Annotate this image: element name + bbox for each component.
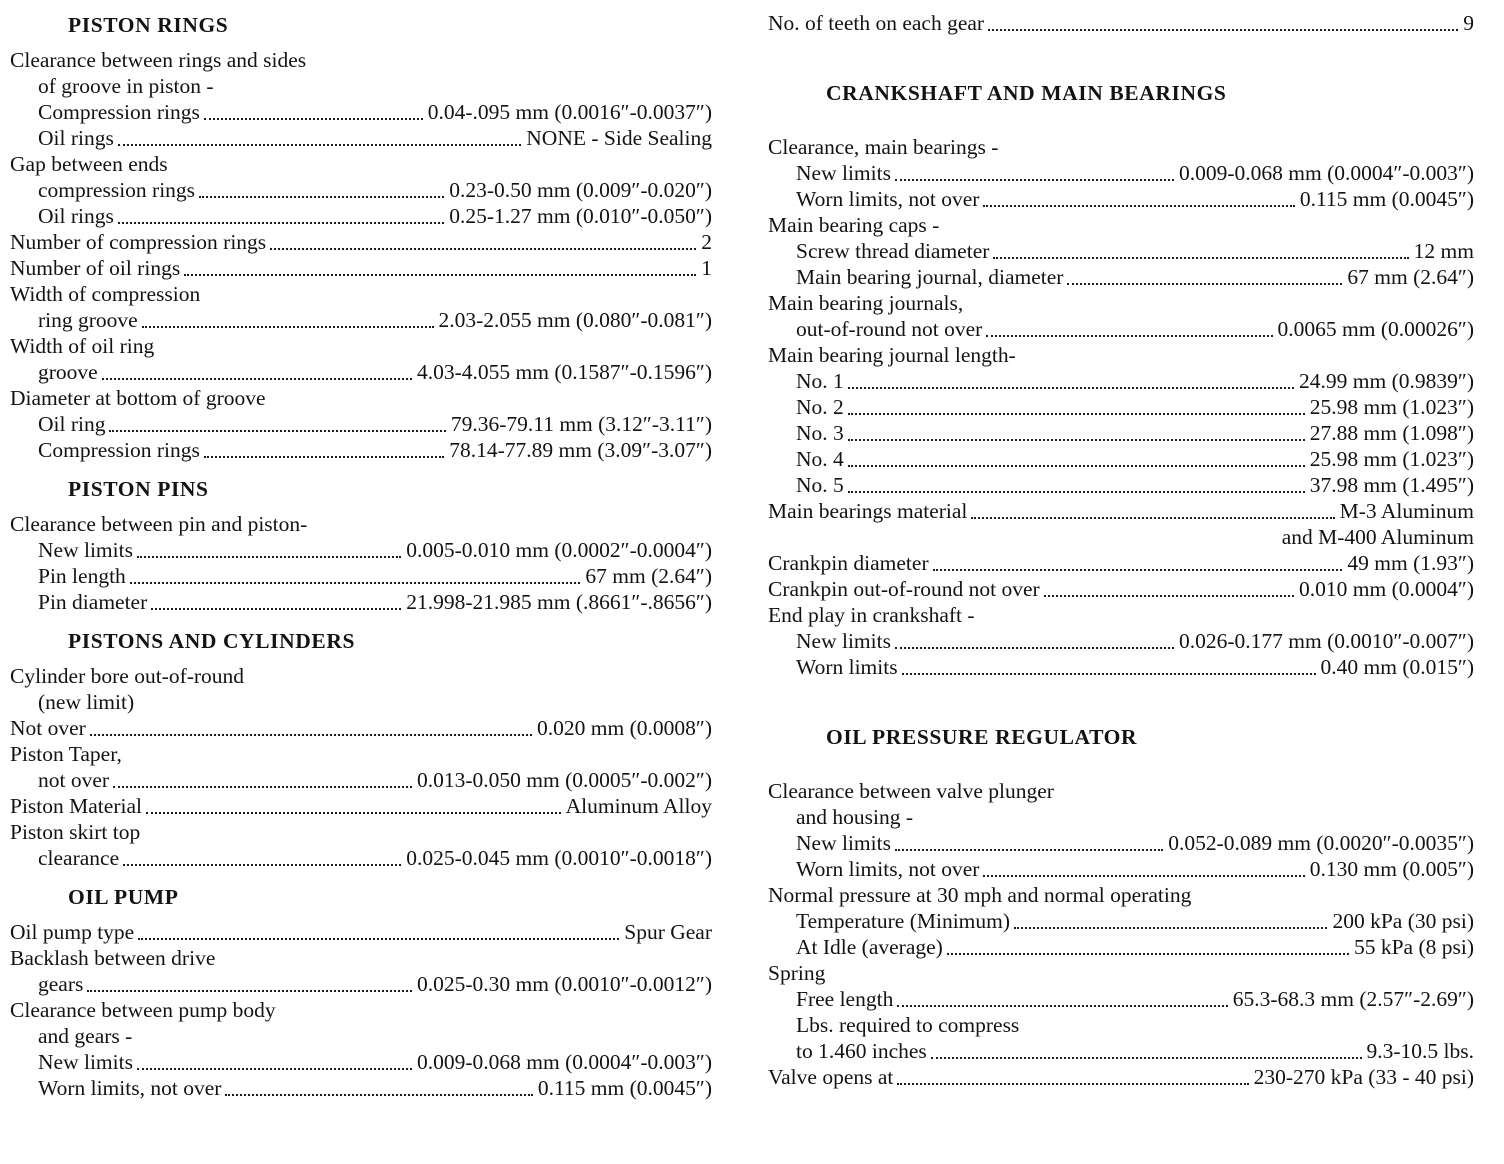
spec-label: of groove in piston -: [38, 74, 214, 98]
dot-leader: [895, 647, 1174, 649]
spec-label: Main bearing journal, diameter: [796, 265, 1064, 289]
spec-value: 49 mm (1.93″): [1347, 551, 1474, 575]
spec-label: (new limit): [38, 690, 135, 714]
spec-line: [768, 960, 1474, 986]
spec-line: [768, 394, 1474, 420]
spec-line: [768, 446, 1474, 472]
spec-label: Pin length: [38, 564, 126, 588]
dot-leader: [118, 222, 444, 224]
spec-line: [10, 589, 712, 615]
spec-line: [768, 290, 1474, 316]
spec-value: 0.009-0.068 mm (0.0004″-0.003″): [417, 1050, 712, 1074]
spec-value: 4.03-4.055 mm (0.1587″-0.1596″): [417, 360, 712, 384]
spec-line: [768, 986, 1474, 1012]
dot-leader: [130, 582, 581, 584]
dot-leader: [137, 1068, 412, 1070]
spec-line: [10, 793, 712, 819]
spec-line: [768, 804, 1474, 830]
dot-leader: [983, 205, 1294, 207]
dot-leader: [986, 335, 1272, 337]
spec-label: ring groove: [38, 308, 138, 332]
spec-line: [768, 602, 1474, 628]
spec-value: 0.40 mm (0.015″): [1320, 655, 1474, 679]
spec-line: [10, 99, 712, 125]
spec-label: No. 3: [796, 421, 844, 445]
spec-label: Crankpin diameter: [768, 551, 929, 575]
spec-value: 0.005-0.010 mm (0.0002″-0.0004″): [406, 538, 712, 562]
spec-value: 9.3-10.5 lbs.: [1366, 1039, 1474, 1063]
spec-label: and housing -: [796, 805, 914, 829]
spec-line: [10, 919, 712, 945]
spec-label: Main bearing journals,: [768, 291, 964, 315]
spec-value: 200 kPa (30 psi): [1332, 909, 1474, 933]
spec-value: 0.020 mm (0.0008″): [537, 716, 712, 740]
spec-line: [10, 945, 712, 971]
spec-line: [10, 563, 712, 589]
spec-label: No. of teeth on each gear: [768, 11, 985, 35]
spec-line: [10, 1075, 712, 1101]
spec-value: 0.013-0.050 mm (0.0005″-0.002″): [417, 768, 712, 792]
spec-line: [768, 934, 1474, 960]
spec-line: [768, 316, 1474, 342]
spec-label: Gap between ends: [10, 152, 168, 176]
dot-leader: [1014, 927, 1327, 929]
spec-line: [768, 498, 1474, 524]
spec-line: [10, 715, 712, 741]
spec-label: Number of compression rings: [10, 230, 267, 254]
spec-line: [768, 856, 1474, 882]
spec-label: New limits: [796, 161, 891, 185]
spec-section: [10, 884, 712, 1101]
dot-leader: [988, 29, 1458, 31]
spec-value: 0.130 mm (0.005″): [1309, 857, 1474, 881]
spec-line: [10, 997, 712, 1023]
spec-value: 0.026-0.177 mm (0.0010″-0.007″): [1179, 629, 1474, 653]
spec-value: M-3 Aluminum: [1339, 499, 1474, 523]
spec-line: [768, 550, 1474, 576]
spec-value: 27.88 mm (1.098″): [1309, 421, 1474, 445]
spec-label: Valve opens at: [768, 1065, 894, 1089]
spec-line: [10, 307, 712, 333]
spec-line: [10, 537, 712, 563]
spec-line: [10, 1023, 712, 1049]
spec-label: Clearance between rings and sides: [10, 48, 307, 72]
spec-label: Screw thread diameter: [796, 239, 990, 263]
spec-line: [10, 411, 712, 437]
spec-line: [10, 359, 712, 385]
spec-line: [768, 882, 1474, 908]
spec-value: 21.998-21.985 mm (.8661″-.8656″): [406, 590, 712, 614]
spec-label: No. 5: [796, 473, 844, 497]
spec-line: [10, 203, 712, 229]
spec-value: 25.98 mm (1.023″): [1309, 447, 1474, 471]
spec-label: gears: [38, 972, 84, 996]
spec-line: [768, 576, 1474, 602]
spec-column-right: [768, 10, 1474, 1164]
spec-label: Free length: [796, 987, 894, 1011]
spec-label: Worn limits, not over: [796, 857, 980, 881]
spec-value: Aluminum Alloy: [565, 794, 712, 818]
spec-label: Compression rings: [38, 438, 200, 462]
dot-leader: [848, 413, 1305, 415]
spec-line: [768, 134, 1474, 160]
spec-value: 0.04-.095 mm (0.0016″-0.0037″): [427, 100, 712, 124]
section-heading: PISTON PINS: [68, 477, 209, 501]
spec-value: 55 kPa (8 psi): [1353, 935, 1474, 959]
spec-line: [10, 1049, 712, 1075]
spec-label: Main bearings material: [768, 499, 968, 523]
dot-leader: [138, 938, 619, 940]
spec-label: to 1.460 inches: [796, 1039, 927, 1063]
dot-leader: [118, 144, 521, 146]
spec-value: 0.010 mm (0.0004″): [1299, 577, 1474, 601]
spec-value: 0.0065 mm (0.00026″): [1277, 317, 1474, 341]
spec-value: 0.025-0.045 mm (0.0010″-0.0018″): [406, 846, 712, 870]
spec-section: [768, 80, 1474, 680]
section-heading: PISTON RINGS: [68, 13, 229, 37]
spec-line: [768, 264, 1474, 290]
spec-label: Width of oil ring: [10, 334, 155, 358]
spec-value: 0.025-0.30 mm (0.0010″-0.0012″): [417, 972, 712, 996]
spec-value: 9: [1463, 11, 1474, 35]
spec-line: [768, 472, 1474, 498]
spec-label: Clearance between pin and piston-: [10, 512, 308, 536]
spec-line: [10, 741, 712, 767]
spec-line: [10, 333, 712, 359]
spec-value: Spur Gear: [624, 920, 712, 944]
spec-value: 2.03-2.055 mm (0.080″-0.081″): [438, 308, 712, 332]
spec-value: 0.009-0.068 mm (0.0004″-0.003″): [1179, 161, 1474, 185]
spec-line: [768, 420, 1474, 446]
section-heading: CRANKSHAFT AND MAIN BEARINGS: [826, 81, 1227, 105]
spec-line: [768, 524, 1474, 550]
spec-value: 67 mm (2.64″): [585, 564, 712, 588]
section-heading: OIL PRESSURE REGULATOR: [826, 725, 1138, 749]
spec-line: [10, 125, 712, 151]
spec-label: Oil rings: [38, 126, 114, 150]
spec-value: 0.23-0.50 mm (0.009″-0.020″): [449, 178, 712, 202]
dot-leader: [90, 734, 532, 736]
dot-leader: [931, 1057, 1362, 1059]
spec-line: [10, 819, 712, 845]
dot-leader: [204, 118, 423, 120]
spec-value: 37.98 mm (1.495″): [1309, 473, 1474, 497]
dot-leader: [848, 439, 1305, 441]
dot-leader: [270, 248, 696, 250]
dot-leader: [933, 569, 1343, 571]
spec-label: Clearance between pump body: [10, 998, 276, 1022]
dot-leader: [971, 517, 1334, 519]
spec-label: Lbs. required to compress: [796, 1013, 1020, 1037]
spec-value: 0.115 mm (0.0045″): [1299, 187, 1474, 211]
spec-line: [768, 1012, 1474, 1038]
spec-label: and gears -: [38, 1024, 133, 1048]
spec-line: [10, 229, 712, 255]
dot-leader: [146, 812, 561, 814]
dot-leader: [137, 556, 401, 558]
spec-line: [768, 212, 1474, 238]
spec-section: [10, 12, 712, 463]
spec-value: 12 mm: [1413, 239, 1474, 263]
spec-line: [10, 255, 712, 281]
spec-label: New limits: [796, 831, 891, 855]
spec-value: 24.99 mm (0.9839″): [1299, 369, 1474, 393]
spec-value: NONE - Side Sealing: [526, 126, 712, 150]
spec-label: Spring: [768, 961, 826, 985]
spec-label: out-of-round not over: [796, 317, 983, 341]
spec-label: New limits: [38, 1050, 133, 1074]
spec-line: [768, 368, 1474, 394]
dot-leader: [113, 786, 412, 788]
spec-line: [10, 151, 712, 177]
spec-label: Backlash between drive: [10, 946, 216, 970]
dot-leader: [897, 1005, 1227, 1007]
spec-label: Clearance, main bearings -: [768, 135, 999, 159]
dot-leader: [151, 608, 401, 610]
spec-label: Oil ring: [38, 412, 106, 436]
dot-leader: [225, 1094, 532, 1096]
spec-section: [768, 724, 1474, 1090]
spec-label: Worn limits: [796, 655, 898, 679]
spec-section: [768, 10, 1474, 36]
spec-value: 0.25-1.27 mm (0.010″-0.050″): [449, 204, 712, 228]
spec-label: groove: [38, 360, 98, 384]
dot-leader: [199, 196, 444, 198]
spec-value: 65.3-68.3 mm (2.57″-2.69″): [1232, 987, 1474, 1011]
spec-label: Piston skirt top: [10, 820, 141, 844]
dot-leader: [102, 378, 412, 380]
dot-leader: [87, 990, 412, 992]
dot-leader: [983, 875, 1304, 877]
spec-line: [768, 778, 1474, 804]
dot-leader: [142, 326, 434, 328]
spec-label: No. 1: [796, 369, 844, 393]
spec-label: Oil rings: [38, 204, 114, 228]
spec-line: [10, 845, 712, 871]
dot-leader: [123, 864, 401, 866]
spec-label: No. 2: [796, 395, 844, 419]
spec-line: [10, 281, 712, 307]
section-heading: PISTONS AND CYLINDERS: [68, 629, 355, 653]
spec-line: [768, 160, 1474, 186]
spec-line: [10, 767, 712, 793]
dot-leader: [993, 257, 1408, 259]
spec-value: 67 mm (2.64″): [1347, 265, 1474, 289]
dot-leader: [902, 673, 1316, 675]
dot-leader: [848, 491, 1305, 493]
dot-leader: [204, 456, 444, 458]
spec-label: Compression rings: [38, 100, 200, 124]
spec-label: Piston Taper,: [10, 742, 122, 766]
spec-label: compression rings: [38, 178, 196, 202]
spec-label: Worn limits, not over: [796, 187, 980, 211]
spec-line: [768, 830, 1474, 856]
spec-label: Cylinder bore out-of-round: [10, 664, 245, 688]
spec-label: Not over: [10, 716, 86, 740]
spec-value: 0.052-0.089 mm (0.0020″-0.0035″): [1168, 831, 1474, 855]
spec-line: [768, 1064, 1474, 1090]
dot-leader: [895, 179, 1174, 181]
spec-section: [10, 628, 712, 871]
dot-leader: [109, 430, 445, 432]
spec-label: End play in crankshaft -: [768, 603, 975, 627]
spec-label: clearance: [38, 846, 120, 870]
spec-value: 25.98 mm (1.023″): [1309, 395, 1474, 419]
dot-leader: [1044, 595, 1294, 597]
spec-line: [768, 628, 1474, 654]
dot-leader: [897, 1083, 1248, 1085]
spec-value: 79.36-79.11 mm (3.12″-3.11″): [450, 412, 712, 436]
spec-label: Piston Material: [10, 794, 142, 818]
spec-value: and M-400 Aluminum: [1281, 525, 1474, 549]
spec-line: [10, 437, 712, 463]
spec-label: Width of compression: [10, 282, 201, 306]
spec-label: New limits: [38, 538, 133, 562]
dot-leader: [848, 387, 1294, 389]
spec-label: Diameter at bottom of groove: [10, 386, 266, 410]
spec-value: 230-270 kPa (33 - 40 psi): [1253, 1065, 1474, 1089]
spec-label: Main bearing journal length-: [768, 343, 1016, 367]
spec-label: No. 4: [796, 447, 844, 471]
spec-label: Worn limits, not over: [38, 1076, 222, 1100]
spec-line: [10, 73, 712, 99]
spec-label: New limits: [796, 629, 891, 653]
spec-line: [768, 10, 1474, 36]
spec-label: not over: [38, 768, 110, 792]
spec-line: [10, 971, 712, 997]
spec-label: Clearance between valve plunger: [768, 779, 1054, 803]
spec-label: At Idle (average): [796, 935, 943, 959]
spec-value: 0.115 mm (0.0045″): [537, 1076, 712, 1100]
dot-leader: [1067, 283, 1342, 285]
spec-label: Oil pump type: [10, 920, 135, 944]
spec-line: [768, 1038, 1474, 1064]
spec-line: [10, 511, 712, 537]
spec-label: Pin diameter: [38, 590, 148, 614]
dot-leader: [895, 849, 1163, 851]
spec-line: [10, 689, 712, 715]
spec-line: [768, 238, 1474, 264]
spec-section: [10, 476, 712, 615]
dot-leader: [947, 953, 1349, 955]
spec-label: Crankpin out-of-round not over: [768, 577, 1040, 601]
spec-line: [10, 47, 712, 73]
section-heading: OIL PUMP: [68, 885, 179, 909]
spec-label: Temperature (Minimum): [796, 909, 1011, 933]
spec-line: [10, 663, 712, 689]
spec-line: [10, 385, 712, 411]
spec-column-left: [10, 10, 712, 1164]
spec-line: [10, 177, 712, 203]
spec-label: Normal pressure at 30 mph and normal operating: [768, 883, 1192, 907]
dot-leader: [184, 274, 696, 276]
spec-label: Main bearing caps -: [768, 213, 940, 237]
spec-value: 2: [701, 230, 712, 254]
spec-label: Number of oil rings: [10, 256, 181, 280]
dot-leader: [848, 465, 1305, 467]
spec-value: 78.14-77.89 mm (3.09″-3.07″): [449, 438, 712, 462]
spec-value: 1: [701, 256, 712, 280]
spec-line: [768, 654, 1474, 680]
spec-line: [768, 186, 1474, 212]
spec-line: [768, 908, 1474, 934]
spec-line: [768, 342, 1474, 368]
